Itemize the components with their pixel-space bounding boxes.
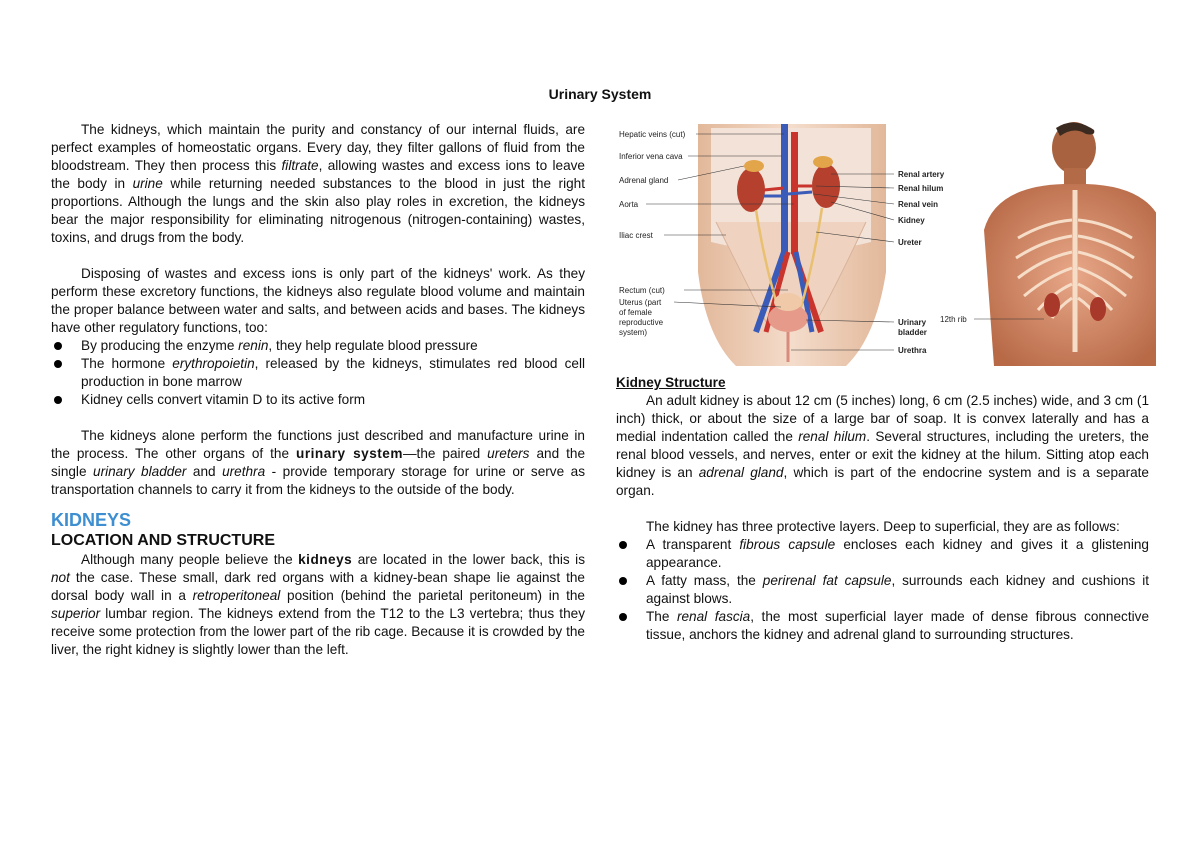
label-uterus-2: of female: [619, 308, 652, 317]
right-kidney-back-shape: [1090, 297, 1106, 321]
list-item: Kidney cells convert vitamin D to its active form: [51, 391, 585, 409]
regulatory-functions-list: [51, 337, 585, 409]
list-item: A fatty mass, the perirenal fat capsule, surrounds each kidney and cushions it against blows.: [616, 572, 1149, 608]
kidney-structure-heading: Kidney Structure: [616, 375, 726, 390]
label-kidney: Kidney: [898, 216, 925, 225]
protective-layers-list: [616, 536, 1149, 644]
page-title: Urinary System: [548, 86, 652, 102]
urinary-system-anatomy-figure: [616, 122, 956, 366]
label-renal-vein: Renal vein: [898, 200, 939, 209]
left-kidney-back-shape: [1044, 293, 1060, 317]
label-hepatic-veins: Hepatic veins (cut): [619, 130, 686, 139]
label-urinary-bladder: Urinary: [898, 318, 927, 327]
section-heading-kidneys: KIDNEYS: [51, 510, 132, 530]
back-view-illustration: [936, 120, 1156, 366]
structure-paragraph-2: The kidney has three protective layers. Deep to superficial, they are as follows:: [646, 519, 1120, 534]
right-kidney-shape: [737, 168, 765, 212]
right-column: [616, 374, 1149, 644]
structure-paragraph-1: An adult kidney is about 12 cm (5 inches) long, 6 cm (2.5 inches) wide, and 3 cm (1 inch) thick, or about the size of a large bar of soap. It is convex laterally and has a medial indentation called the renal hilum. Several structures, including the ureters, the renal blood vessels, and nerves, enter or exit the kidney at the hilum. Sitting atop each kidney is an adrenal gland, which is part of the endocrine system and is a separate organ.: [616, 393, 1149, 498]
location-paragraph: Although many people believe the kidneys are located in the lower back, this is not the case. These small, dark red organs with a kidney-bean shape lie against the dorsal body wall in a retroperitoneal position (behind the parietal peritoneum) in the superior lumbar region. The kidneys extend from the T12 to the L3 vertebra; thus they receive some protection from the lower part of the rib cage. Because it is crowded by the liver, the right kidney is slightly lower than the left.: [51, 552, 585, 657]
intro-paragraph-1: The kidneys, which maintain the purity and constancy of our internal fluids, are perfect examples of homeostatic organs. Every day, they filter gallons of fluid from the bloodstream. They then process this filtrate, allowing wastes and excess ions to leave the body in urine while returning needed substances to the blood in just the right proportions. Although the lungs and the skin also play roles in excretion, the kidneys bear the major responsibility for eliminating nitrogenous (nitrogen-containing) wastes, toxins, and drugs from the body.: [51, 122, 585, 245]
label-ureter: Ureter: [898, 238, 922, 247]
label-aorta: Aorta: [619, 200, 639, 209]
label-renal-hilum: Renal hilum: [898, 184, 944, 193]
section-subheading: LOCATION AND STRUCTURE: [51, 532, 275, 549]
intro-paragraph-3: The kidneys alone perform the functions just described and manufacture urine in the process. The other organs of the urinary system—the paired ureters and the single urinary bladder and urethra - provide temporary storage for urine or serve as transportation channels to carry it from the kidneys to the outside of the body.: [51, 428, 586, 497]
label-uterus-4: system): [619, 328, 647, 337]
left-column: [51, 121, 585, 659]
label-inferior-vena-cava: Inferior vena cava: [619, 152, 683, 161]
list-item: By producing the enzyme renin, they help regulate blood pressure: [51, 337, 585, 355]
label-adrenal-gland: Adrenal gland: [619, 176, 669, 185]
label-urinary-bladder-2: bladder: [898, 328, 927, 337]
label-uterus-3: reproductive: [619, 318, 664, 327]
label-12th-rib: 12th rib: [940, 315, 967, 324]
list-item: A transparent fibrous capsule encloses each kidney and gives it a glistening appearance.: [616, 536, 1149, 572]
label-uterus: Uterus (part: [619, 298, 662, 307]
label-renal-artery: Renal artery: [898, 170, 945, 179]
intro-paragraph-2: Disposing of wastes and excess ions is only part of the kidneys' work. As they perform these excretory functions, the kidneys also regulate blood volume and maintain the proper balance between water and salts, and between acids and bases. The kidneys have other regulatory functions, too:: [51, 266, 585, 335]
label-iliac-crest: Iliac crest: [619, 231, 653, 240]
list-item: The renal fascia, the most superficial layer made of dense fibrous connective tissue, anchors the kidney and adrenal gland to surrounding structures.: [616, 608, 1149, 644]
posterior-view-figure: [936, 120, 1156, 366]
label-urethra: Urethra: [898, 346, 927, 355]
list-item: The hormone erythropoietin, released by the kidneys, stimulates red blood cell production in bone marrow: [51, 355, 585, 391]
label-rectum: Rectum (cut): [619, 286, 665, 295]
